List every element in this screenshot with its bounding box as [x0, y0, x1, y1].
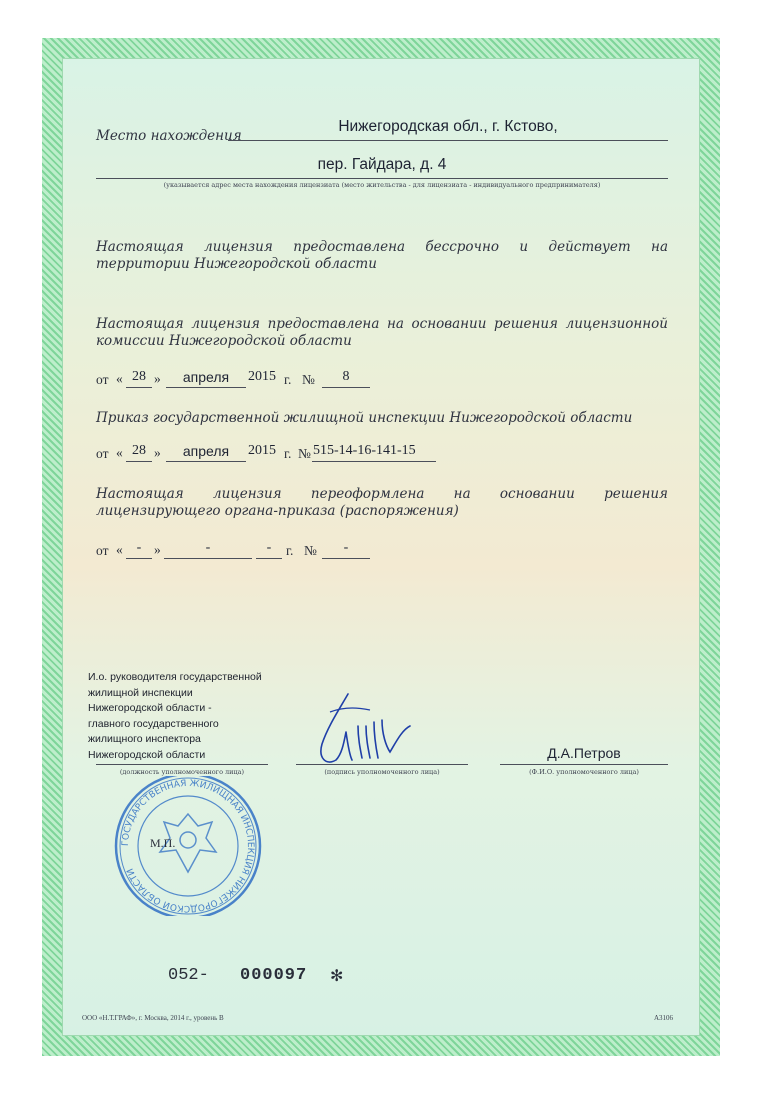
decision-day: 28	[132, 369, 146, 384]
order-date-row	[96, 443, 496, 463]
signature-note: (подпись уполномоченного лица)	[324, 768, 440, 776]
decision-number: 8	[342, 369, 350, 384]
official-seal	[98, 776, 278, 916]
reissue-quote-close: »	[154, 542, 161, 557]
address-note: (указывается адрес места нахождения лицензиата (место жительства - для лицензиата - индивидуального предпринимателя)	[163, 181, 601, 189]
decision-g: г.	[284, 372, 292, 387]
position-underline	[96, 750, 268, 765]
seal-mp: М.П.	[150, 836, 176, 850]
signatory-name: Д.А.Петров	[547, 745, 621, 761]
position-line: Нижегородской области	[88, 748, 206, 761]
order-prefix: от	[96, 446, 109, 461]
order-no-label: №	[298, 446, 311, 461]
reissue-quote-open: «	[116, 542, 123, 557]
position-note: (должность уполномоченного лица)	[119, 768, 245, 776]
order-text: Приказ государственной жилищной инспекции Нижегородской области	[96, 410, 633, 426]
order-g: г.	[284, 446, 292, 461]
decision-date-row	[96, 369, 396, 389]
serial-series: 052-	[168, 966, 209, 985]
reissue-g: г.	[286, 543, 294, 558]
serial-number: 000097	[240, 966, 308, 985]
order-day: 28	[132, 443, 146, 458]
address-label: Место нахождения	[96, 128, 242, 144]
reissue-month: -	[205, 540, 211, 555]
reissue-text: Настоящая лицензия переоформлена на основании решения лицензирующего органа-приказа (распоряжения)	[96, 486, 668, 519]
position-line: жилищного инспектора	[88, 733, 201, 745]
address-value-1: Нижегородская обл., г. Кстово,	[338, 118, 558, 135]
position-line: И.о. руководителя государственной	[88, 671, 262, 683]
order-number: 515-14-16-141-15	[313, 443, 416, 458]
position-line: главного государственного	[88, 717, 219, 730]
decision-quote-open: «	[116, 371, 123, 386]
decision-prefix: от	[96, 372, 109, 387]
serial-mark: ✻	[330, 966, 344, 985]
reissue-no-label: №	[304, 543, 317, 558]
printer-info: ООО «Н.Т.ГРАФ», г. Москва, 2014 г., уровень В	[82, 1014, 224, 1022]
order-quote-open: «	[116, 445, 123, 460]
decision-quote-close: »	[154, 371, 161, 386]
form-code: А3106	[654, 1014, 674, 1022]
order-year: 2015	[248, 443, 276, 458]
order-month: апреля	[182, 443, 230, 459]
reissue-number: -	[343, 540, 349, 555]
position-line: Нижегородской области -	[88, 702, 212, 714]
name-note: (Ф.И.О. уполномоченного лица)	[529, 768, 639, 776]
order-quote-close: »	[154, 445, 161, 460]
reissue-date-row	[96, 540, 396, 560]
reissue-year: -	[266, 540, 272, 555]
svg-text:ГОСУДАРСТВЕННАЯ ЖИЛИЩНАЯ ИНСПЕ	[121, 779, 255, 913]
address-value-2: пер. Гайдара, д. 4	[317, 156, 447, 173]
basis-text: Настоящая лицензия предоставлена на основании решения лицензионной комиссии Нижегородской области	[96, 316, 668, 349]
reissue-prefix: от	[96, 543, 109, 558]
validity-text: Настоящая лицензия предоставлена бессрочно и действует на территории Нижегородской области	[96, 239, 668, 272]
decision-no-label: №	[302, 372, 315, 387]
decision-year: 2015	[248, 369, 276, 384]
seal-ring-text: ГОСУДАРСТВЕННАЯ ЖИЛИЩНАЯ ИНСПЕКЦИЯ НИЖЕГОРОДСКОЙ ОБЛАСТИ	[120, 778, 256, 914]
position-line: жилищной инспекции	[88, 686, 193, 699]
reissue-day: -	[136, 540, 142, 555]
decision-month: апреля	[182, 369, 230, 385]
